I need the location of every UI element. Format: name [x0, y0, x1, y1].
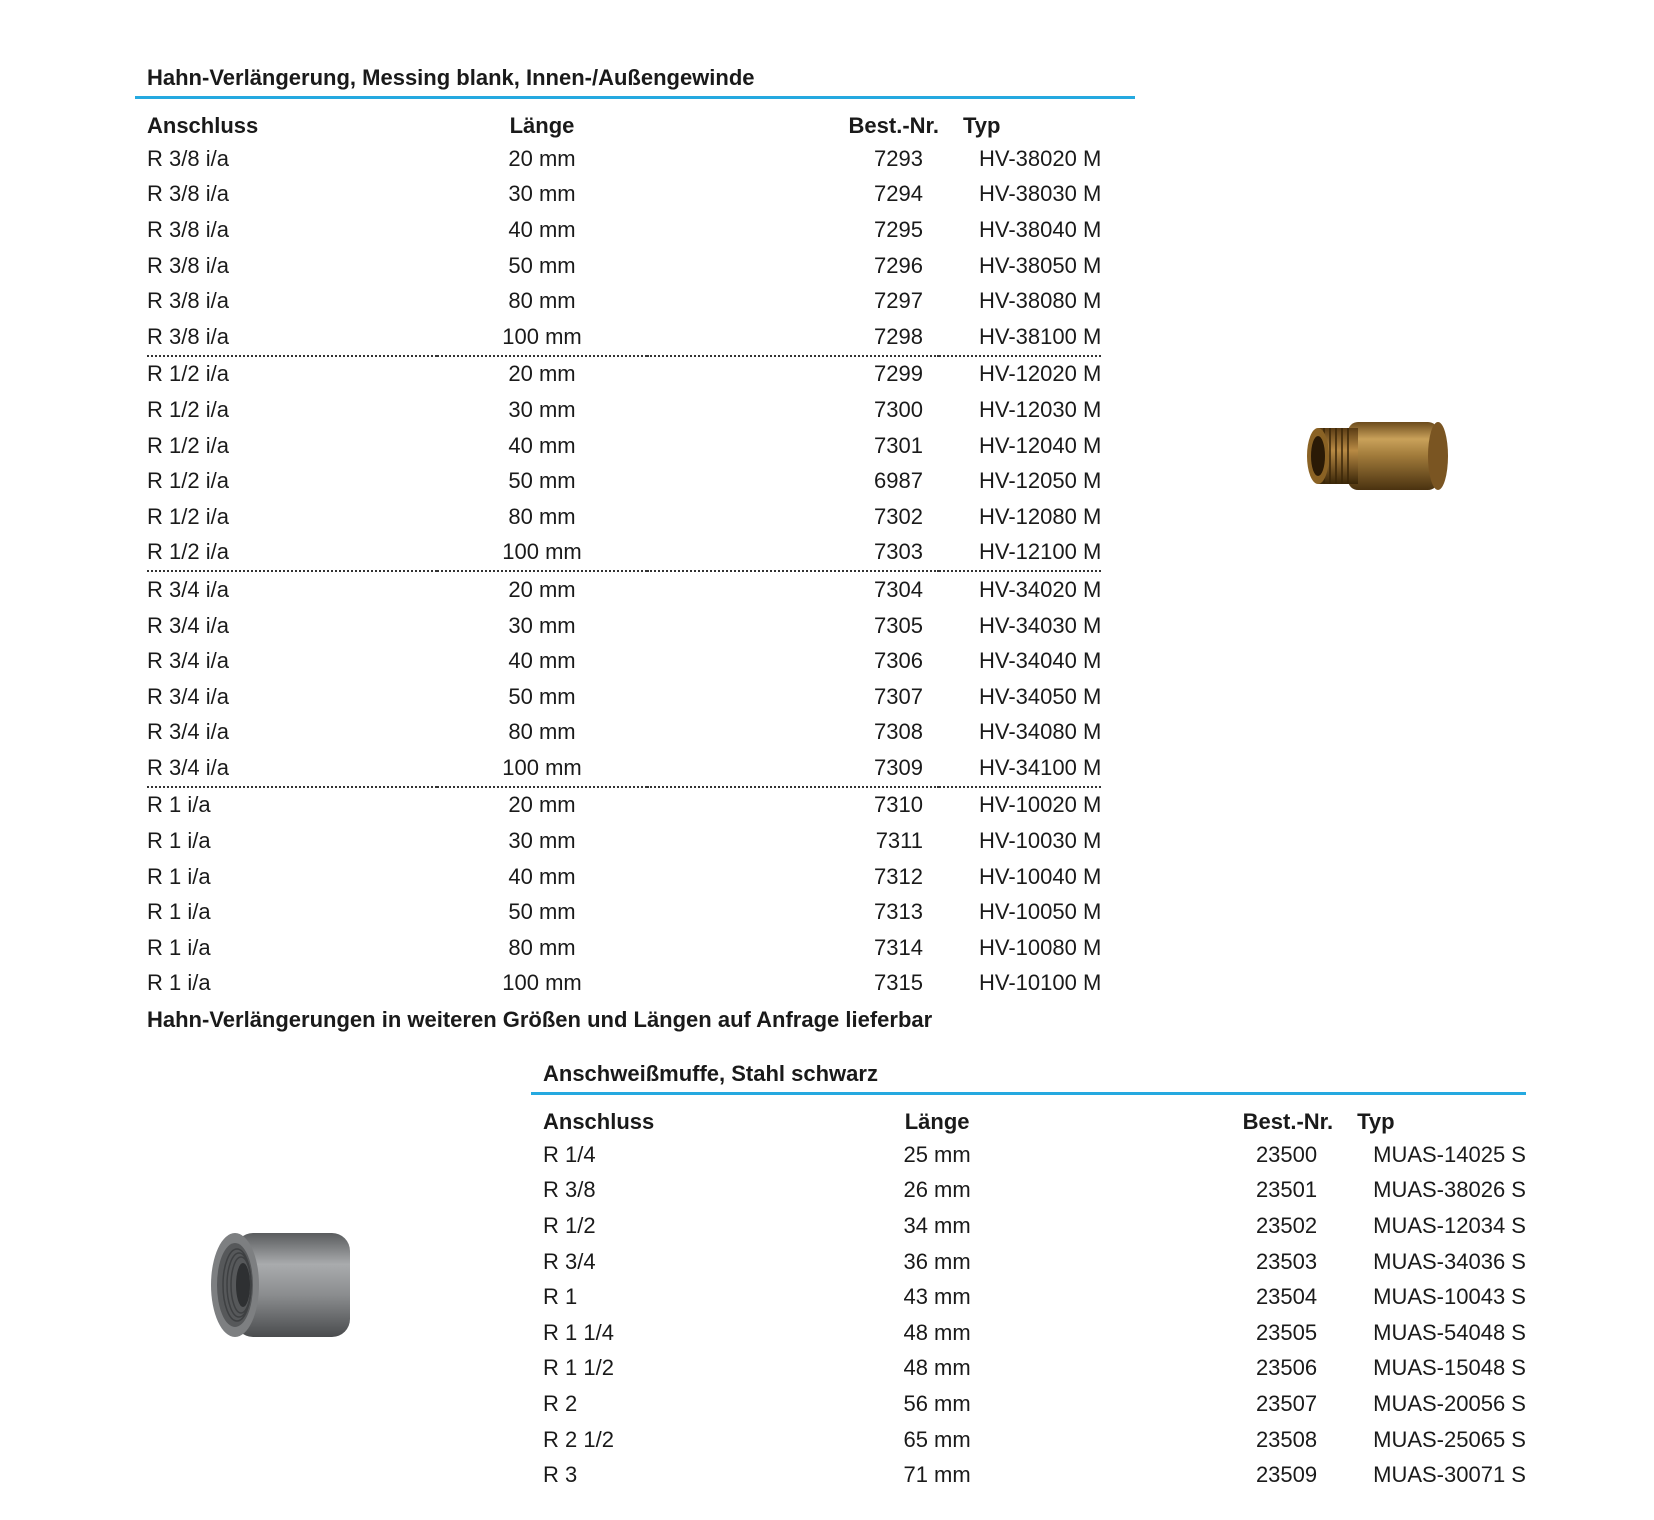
cell-anschluss: R 1 i/a — [147, 792, 211, 818]
cell-bestnr: 23508 — [1255, 1426, 1318, 1452]
cell-laenge: 25 mm — [903, 1141, 971, 1167]
cell-bestnr: 7295 — [874, 216, 923, 242]
cell-typ: HV-34050 M — [979, 683, 1102, 709]
cell-bestnr: 23509 — [1255, 1462, 1318, 1488]
brass-tap-extension-image — [1300, 412, 1450, 502]
cell-bestnr: 7302 — [874, 503, 923, 529]
cell-anschluss: R 1 i/a — [147, 934, 211, 960]
header-laenge: Länge — [904, 1109, 970, 1134]
table-row — [147, 248, 1101, 284]
cell-anschluss: R 1/2 — [543, 1212, 596, 1238]
cell-laenge: 40 mm — [508, 216, 576, 242]
table-row — [147, 141, 1101, 177]
cell-anschluss: R 3/4 i/a — [147, 750, 437, 787]
cell-anschluss: R 2 — [543, 1390, 578, 1416]
cell-laenge: 100 mm — [502, 970, 582, 996]
table-row — [147, 535, 1101, 572]
section-title: Anschweißmuffe, Stahl schwarz — [543, 1061, 878, 1086]
cell-typ: HV-12030 M — [979, 396, 1102, 422]
cell-anschluss: R 3/4 i/a — [147, 683, 229, 709]
table-row — [147, 930, 1101, 966]
cell-typ: HV-12040 M — [979, 432, 1102, 458]
cell-laenge: 20 mm — [508, 361, 576, 387]
cell-laenge: 40 mm — [508, 432, 576, 458]
cell-bestnr: 7307 — [874, 683, 923, 709]
product-table — [543, 1095, 1526, 1493]
cell-bestnr: 7293 — [874, 145, 923, 171]
table-row — [147, 787, 1101, 824]
cell-anschluss: R 1/2 i/a — [147, 396, 229, 422]
table-row — [147, 643, 1101, 679]
cell-laenge: 20 mm — [508, 145, 576, 171]
cell-anschluss: R 3/8 i/a — [147, 181, 229, 207]
cell-laenge: 20 mm — [508, 792, 576, 818]
cell-laenge: 50 mm — [508, 468, 576, 494]
cell-laenge: 80 mm — [508, 934, 576, 960]
cell-laenge: 30 mm — [508, 612, 576, 638]
cell-laenge: 80 mm — [508, 288, 576, 314]
cell-anschluss: R 3/4 i/a — [147, 612, 229, 638]
cell-typ: MUAS-20056 S — [1373, 1390, 1526, 1416]
cell-anschluss: R 1 — [543, 1284, 578, 1310]
table-row — [147, 608, 1101, 644]
header-typ: Typ — [1357, 1109, 1395, 1134]
cell-bestnr: 7304 — [874, 576, 923, 602]
cell-anschluss: R 1 i/a — [147, 970, 211, 996]
cell-bestnr: 7305 — [874, 612, 923, 638]
cell-typ: HV-10040 M — [979, 863, 1102, 889]
cell-laenge: 36 mm — [903, 1248, 971, 1274]
cell-laenge: 50 mm — [508, 899, 576, 925]
cell-typ: MUAS-30071 S — [1373, 1462, 1526, 1488]
table-row — [147, 571, 1101, 608]
cell-typ: MUAS-38026 S — [1373, 1177, 1526, 1203]
cell-laenge: 80 mm — [508, 719, 576, 745]
header-laenge: Länge — [509, 113, 575, 138]
cell-laenge: 30 mm — [508, 181, 576, 207]
cell-bestnr: 7311 — [875, 828, 923, 854]
cell-typ: HV-38020 M — [979, 145, 1102, 171]
cell-laenge: 100 mm — [437, 535, 647, 572]
table-row — [543, 1244, 1526, 1280]
section-hahn-verlaengerung — [135, 62, 1135, 1033]
header-typ: Typ — [963, 113, 1001, 138]
cell-anschluss: R 1 1/2 — [543, 1355, 614, 1381]
cell-typ: HV-38100 M — [939, 319, 1101, 356]
cell-anschluss: R 3/8 i/a — [147, 145, 229, 171]
table-row — [147, 894, 1101, 930]
table-row — [543, 1422, 1526, 1458]
table-row — [147, 679, 1101, 715]
cell-laenge: 50 mm — [508, 683, 576, 709]
table-row — [147, 428, 1101, 464]
cell-anschluss: R 3/4 i/a — [147, 576, 229, 602]
table-row — [543, 1137, 1526, 1173]
table-row — [147, 859, 1101, 895]
cell-laenge: 40 mm — [508, 648, 576, 674]
table-row — [147, 212, 1101, 248]
cell-laenge: 100 mm — [437, 750, 647, 787]
cell-laenge: 56 mm — [903, 1390, 971, 1416]
section-anschweissmuffe — [531, 1058, 1526, 1493]
cell-typ: HV-12080 M — [979, 503, 1102, 529]
cell-anschluss: R 3/8 i/a — [147, 252, 229, 278]
section-title: Hahn-Verlängerung, Messing blank, Innen-/Außengewinde — [147, 65, 755, 90]
cell-bestnr: 7312 — [874, 863, 923, 889]
cell-typ: HV-34100 M — [939, 750, 1101, 787]
cell-anschluss: R 3/8 i/a — [147, 288, 229, 314]
cell-bestnr: 7297 — [874, 288, 923, 314]
cell-laenge: 71 mm — [903, 1462, 971, 1488]
cell-bestnr: 23500 — [1255, 1141, 1318, 1167]
cell-typ: MUAS-10043 S — [1373, 1284, 1526, 1310]
cell-bestnr: 23503 — [1255, 1248, 1318, 1274]
table-row — [147, 319, 1101, 356]
cell-bestnr: 23502 — [1255, 1212, 1318, 1238]
cell-anschluss: R 3/8 — [543, 1177, 596, 1203]
table-header-row — [147, 99, 1101, 141]
header-anschluss: Anschluss — [543, 1109, 655, 1134]
cell-bestnr: 6987 — [874, 468, 923, 494]
cell-bestnr: 7314 — [874, 934, 923, 960]
cell-laenge: 48 mm — [903, 1355, 971, 1381]
cell-anschluss: R 3 — [543, 1462, 578, 1488]
table-row — [147, 715, 1101, 751]
cell-anschluss: R 3/4 i/a — [147, 648, 229, 674]
cell-laenge: 48 mm — [903, 1319, 971, 1345]
cell-typ: HV-12100 M — [939, 535, 1101, 572]
table-row — [147, 177, 1101, 213]
cell-typ: HV-34080 M — [979, 719, 1102, 745]
table-row — [147, 966, 1101, 1002]
cell-laenge: 30 mm — [508, 396, 576, 422]
cell-laenge: 43 mm — [903, 1284, 971, 1310]
table-row — [147, 392, 1101, 428]
cell-bestnr: 23501 — [1255, 1177, 1318, 1203]
table-row — [147, 283, 1101, 319]
cell-anschluss: R 2 1/2 — [543, 1426, 614, 1452]
cell-bestnr: 7294 — [874, 181, 923, 207]
cell-anschluss: R 1/4 — [543, 1141, 596, 1167]
cell-anschluss: R 1 i/a — [147, 828, 211, 854]
table-row — [543, 1457, 1526, 1493]
cell-laenge: 30 mm — [508, 828, 576, 854]
cell-anschluss: R 1/2 i/a — [147, 468, 229, 494]
cell-laenge: 40 mm — [508, 863, 576, 889]
cell-laenge: 34 mm — [903, 1212, 971, 1238]
cell-typ: HV-38040 M — [979, 216, 1102, 242]
availability-note: Hahn-Verlängerungen in weiteren Größen und Längen auf Anfrage lieferbar — [147, 1007, 933, 1033]
table-row — [147, 823, 1101, 859]
cell-typ: HV-10030 M — [979, 828, 1102, 854]
cell-bestnr: 7299 — [874, 361, 923, 387]
table-row — [543, 1173, 1526, 1209]
cell-anschluss: R 1/2 i/a — [147, 361, 229, 387]
cell-bestnr: 23505 — [1255, 1319, 1318, 1345]
cell-anschluss: R 3/4 i/a — [147, 719, 229, 745]
cell-typ: HV-38080 M — [979, 288, 1102, 314]
cell-typ: HV-12050 M — [979, 468, 1102, 494]
cell-typ: HV-38050 M — [979, 252, 1102, 278]
cell-bestnr: 23506 — [1255, 1355, 1318, 1381]
cell-typ: MUAS-54048 S — [1373, 1319, 1526, 1345]
table-row — [543, 1351, 1526, 1387]
cell-typ: HV-34040 M — [979, 648, 1102, 674]
product-table — [147, 99, 1101, 1001]
cell-typ: HV-10100 M — [979, 970, 1102, 996]
cell-bestnr: 7301 — [874, 432, 923, 458]
cell-bestnr: 23507 — [1255, 1390, 1318, 1416]
header-anschluss: Anschluss — [147, 113, 259, 138]
cell-laenge: 80 mm — [508, 503, 576, 529]
header-bestnr: Best.-Nr. — [1242, 1109, 1334, 1134]
cell-bestnr: 7303 — [647, 535, 939, 572]
cell-bestnr: 7315 — [874, 970, 923, 996]
table-row — [543, 1386, 1526, 1422]
cell-typ: MUAS-25065 S — [1373, 1426, 1526, 1452]
cell-bestnr: 7309 — [647, 750, 939, 787]
table-row — [543, 1279, 1526, 1315]
table-row — [147, 499, 1101, 535]
cell-anschluss: R 1 i/a — [147, 899, 211, 925]
cell-laenge: 26 mm — [903, 1177, 971, 1203]
cell-bestnr: 7298 — [647, 319, 939, 356]
cell-anschluss: R 3/8 i/a — [147, 319, 437, 356]
cell-laenge: 20 mm — [508, 576, 576, 602]
cell-typ: HV-34030 M — [979, 612, 1102, 638]
cell-bestnr: 7306 — [874, 648, 923, 674]
cell-typ: MUAS-14025 S — [1373, 1141, 1526, 1167]
cell-laenge: 65 mm — [903, 1426, 971, 1452]
table-row — [147, 750, 1101, 787]
cell-anschluss: R 1 i/a — [147, 863, 211, 889]
cell-anschluss: R 1/2 i/a — [147, 432, 229, 458]
cell-anschluss: R 3/4 — [543, 1248, 596, 1274]
cell-laenge: 100 mm — [437, 319, 647, 356]
table-row — [543, 1315, 1526, 1351]
cell-typ: HV-10020 M — [979, 792, 1102, 818]
cell-typ: HV-12020 M — [979, 361, 1102, 387]
steel-weld-socket-image — [205, 1225, 365, 1345]
cell-typ: HV-10050 M — [979, 899, 1102, 925]
cell-bestnr: 7313 — [874, 899, 923, 925]
cell-typ: MUAS-12034 S — [1373, 1212, 1526, 1238]
cell-bestnr: 7296 — [874, 252, 923, 278]
cell-bestnr: 7310 — [874, 792, 923, 818]
table-row — [543, 1208, 1526, 1244]
cell-typ: HV-38030 M — [979, 181, 1102, 207]
cell-typ: MUAS-15048 S — [1373, 1355, 1526, 1381]
cell-bestnr: 7300 — [874, 396, 923, 422]
cell-bestnr: 23504 — [1255, 1284, 1318, 1310]
cell-anschluss: R 1 1/4 — [543, 1319, 614, 1345]
cell-anschluss: R 1/2 i/a — [147, 503, 229, 529]
cell-anschluss: R 3/8 i/a — [147, 216, 229, 242]
cell-laenge: 50 mm — [508, 252, 576, 278]
cell-typ: HV-10080 M — [979, 934, 1102, 960]
table-row — [147, 356, 1101, 393]
table-row — [147, 463, 1101, 499]
header-bestnr: Best.-Nr. — [848, 113, 939, 138]
cell-anschluss: R 1/2 i/a — [147, 535, 437, 572]
cell-bestnr: 7308 — [874, 719, 923, 745]
cell-typ: MUAS-34036 S — [1373, 1248, 1526, 1274]
cell-typ: HV-34020 M — [979, 576, 1102, 602]
table-header-row — [543, 1095, 1526, 1137]
